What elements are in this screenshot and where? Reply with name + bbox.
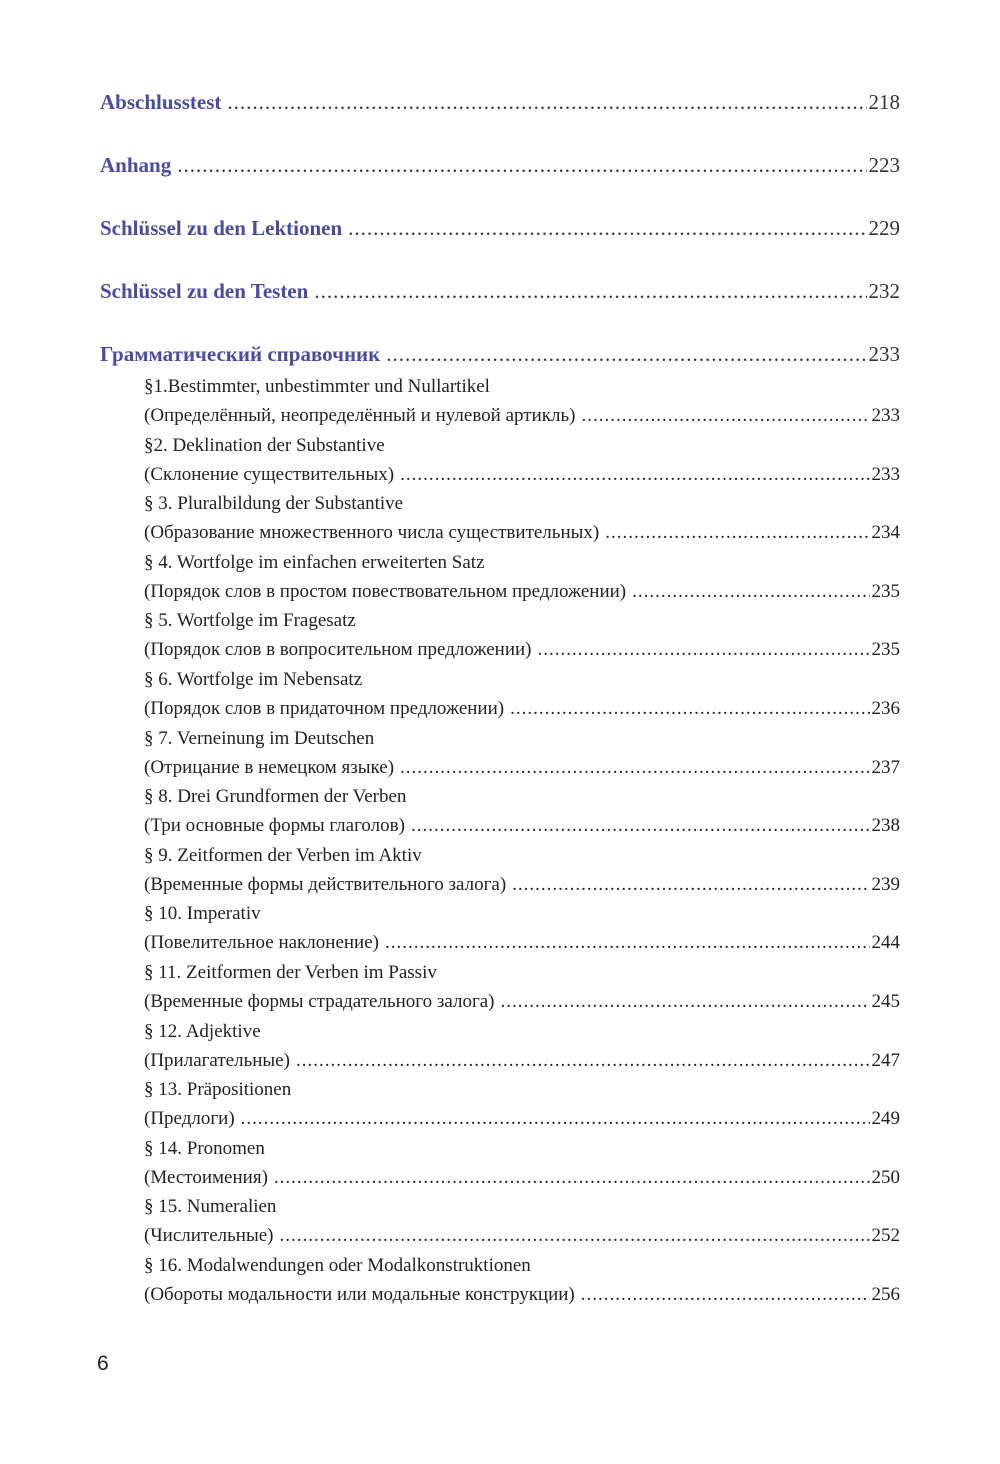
section-title-de: § 7. Verneinung im Deutschen	[144, 727, 375, 749]
section-page-number: 239	[871, 873, 900, 895]
leader-dots	[538, 635, 870, 664]
section-page-number: 256	[871, 1283, 900, 1305]
section-page-number: 236	[871, 697, 900, 719]
section-title-de: §2. Deklination der Substantive	[144, 434, 385, 456]
grammar-sections-list	[100, 372, 900, 1310]
toc-section-14[interactable]	[144, 1134, 900, 1193]
toc-section-4[interactable]	[144, 548, 900, 607]
leader-dots	[227, 84, 866, 120]
section-title-de: § 5. Wortfolge im Fragesatz	[144, 610, 356, 632]
section-title-ru: (Местоимения)	[144, 1166, 268, 1188]
chapter-title: Schlüssel zu den Lektionen	[100, 216, 343, 240]
section-title-de: § 12. Adjektive	[144, 1020, 261, 1042]
section-title-de: § 14. Pronomen	[144, 1137, 265, 1159]
toc-chapter-abschlusstest[interactable]	[100, 84, 900, 147]
leader-dots	[177, 147, 866, 183]
leader-dots	[386, 336, 866, 372]
toc-section-6[interactable]	[144, 665, 900, 724]
toc-section-12[interactable]	[144, 1017, 900, 1076]
toc-section-9[interactable]	[144, 841, 900, 900]
leader-dots	[280, 1221, 870, 1250]
section-title-ru: (Три основные формы глаголов)	[144, 815, 405, 837]
section-page-number: 245	[871, 990, 900, 1012]
section-page-number: 249	[871, 1108, 900, 1130]
toc-section-2[interactable]	[144, 431, 900, 490]
section-title-de: § 4. Wortfolge im einfachen erweiterten Satz	[144, 551, 485, 573]
section-title-de: § 15. Numeralien	[144, 1196, 277, 1218]
toc-section-3[interactable]	[144, 489, 900, 548]
chapter-title: Schlüssel zu den Testen	[100, 279, 309, 303]
section-title-ru: (Порядок слов в простом повествовательном предложении)	[144, 580, 627, 602]
section-title-ru: (Числительные)	[144, 1225, 274, 1247]
section-page-number: 233	[871, 405, 900, 426]
section-title-ru: (Прилагательные)	[144, 1049, 290, 1071]
chapter-title: Грамматический справочник	[100, 342, 381, 366]
toc-chapter-schluessel-testen[interactable]	[100, 273, 900, 336]
section-title-ru: (Порядок слов в придаточном предложении)	[144, 697, 505, 719]
leader-dots	[632, 577, 869, 606]
chapter-page-number: 218	[868, 90, 900, 114]
section-title-ru: (Временные формы страдательного залога)	[144, 990, 495, 1012]
leader-dots	[296, 1046, 870, 1075]
section-page-number: 247	[871, 1049, 900, 1071]
section-page-number: 234	[871, 522, 900, 544]
section-page-number: 244	[871, 932, 900, 954]
section-title-ru: (Образование множественного числа существительных)	[144, 522, 600, 544]
leader-dots	[348, 210, 866, 246]
section-page-number: 252	[871, 1225, 900, 1247]
leader-dots	[605, 518, 869, 547]
leader-dots	[581, 401, 869, 430]
leader-dots	[241, 1104, 870, 1133]
section-page-number: 233	[871, 463, 900, 485]
chapter-page-number: 232	[868, 279, 900, 303]
section-title-ru: (Обороты модальности или модальные конструкции)	[144, 1283, 575, 1305]
toc-section-7[interactable]	[144, 724, 900, 783]
section-title-de: § 8. Drei Grundformen der Verben	[144, 786, 407, 808]
chapter-page-number: 229	[868, 216, 900, 240]
toc-chapter-anhang[interactable]	[100, 147, 900, 210]
section-title-ru: (Определённый, неопределённый и нулевой артикль)	[144, 405, 576, 426]
leader-dots	[501, 987, 870, 1016]
toc-section-16[interactable]	[144, 1251, 900, 1310]
chapter-title: Abschlusstest	[100, 90, 222, 114]
toc-section-11[interactable]	[144, 958, 900, 1017]
section-title-ru: (Предлоги)	[144, 1108, 235, 1130]
section-title-de: § 6. Wortfolge im Nebensatz	[144, 668, 363, 690]
section-title-de: § 10. Imperativ	[144, 903, 261, 925]
section-title-ru: (Повелительное наклонение)	[144, 932, 379, 954]
section-page-number: 238	[871, 815, 900, 837]
section-title-de: § 13. Präpositionen	[144, 1079, 292, 1101]
section-title-de: §1.Bestimmter, unbestimmter und Nullartikel	[144, 376, 490, 397]
leader-dots	[411, 811, 870, 840]
chapter-page-number: 233	[868, 342, 900, 366]
toc-section-13[interactable]	[144, 1075, 900, 1134]
chapter-page-number: 223	[868, 153, 900, 177]
toc-section-10[interactable]	[144, 899, 900, 958]
section-title-ru: (Порядок слов в вопросительном предложении)	[144, 639, 532, 661]
leader-dots	[512, 870, 869, 899]
section-page-number: 235	[871, 580, 900, 602]
section-title-ru: (Отрицание в немецком языке)	[144, 756, 395, 778]
chapter-title: Anhang	[100, 153, 172, 177]
section-title-de: § 3. Pluralbildung der Substantive	[144, 493, 404, 515]
section-title-de: § 16. Modalwendungen oder Modalkonstruktionen	[144, 1254, 531, 1276]
leader-dots	[314, 273, 866, 309]
section-page-number: 237	[871, 756, 900, 778]
toc-section-15[interactable]	[144, 1192, 900, 1251]
leader-dots	[385, 928, 870, 957]
toc-section-1[interactable]	[144, 372, 900, 431]
section-title-ru: (Склонение существительных)	[144, 463, 395, 485]
leader-dots	[510, 694, 869, 723]
table-of-contents	[100, 84, 900, 1310]
leader-dots	[274, 1163, 870, 1192]
section-page-number: 250	[871, 1166, 900, 1188]
toc-chapter-schluessel-lektionen[interactable]	[100, 210, 900, 273]
section-page-number: 235	[871, 639, 900, 661]
page-number: 6	[97, 1352, 109, 1375]
section-title-de: § 11. Zeitformen der Verben im Passiv	[144, 961, 437, 983]
leader-dots	[400, 753, 869, 782]
toc-section-5[interactable]	[144, 606, 900, 665]
section-title-ru: (Временные формы действительного залога)	[144, 873, 507, 895]
section-title-de: § 9. Zeitformen der Verben im Aktiv	[144, 844, 422, 866]
toc-section-8[interactable]	[144, 782, 900, 841]
leader-dots	[400, 460, 869, 489]
leader-dots	[581, 1280, 870, 1309]
